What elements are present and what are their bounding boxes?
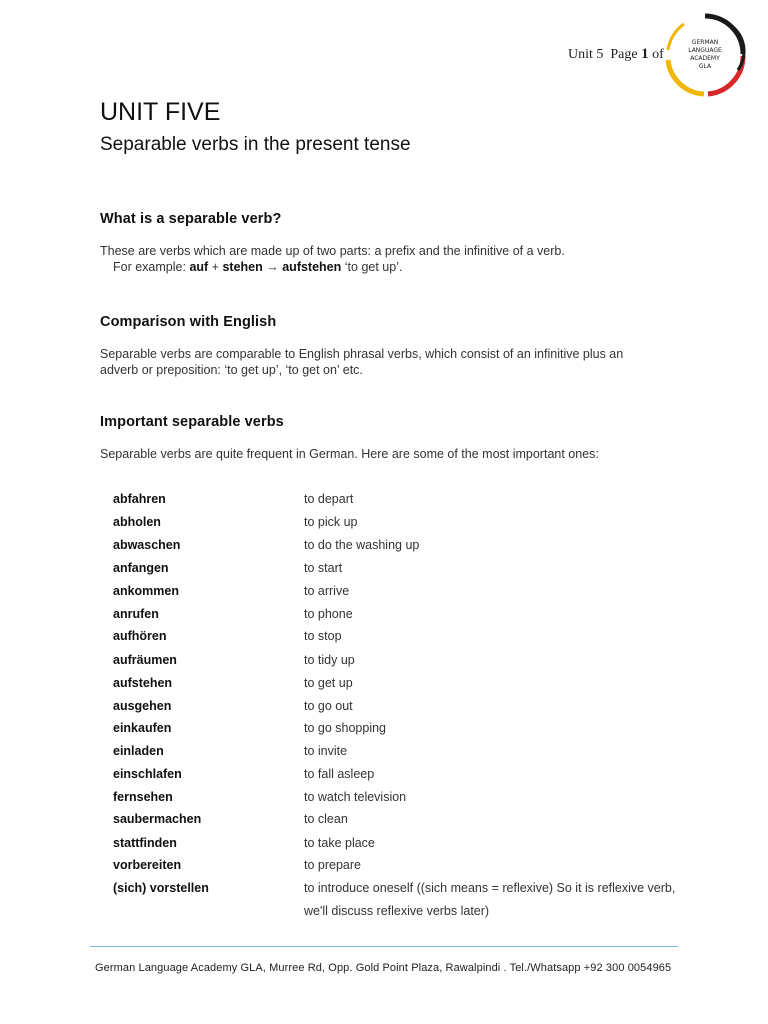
verb-row: [0, 538, 768, 558]
example-line: [113, 259, 402, 275]
verb-english: to go out: [304, 699, 353, 713]
verb-row: [0, 515, 768, 535]
verb-row: [0, 629, 768, 649]
logo-line-2: LANGUAGE: [688, 47, 722, 54]
example-prefix: auf: [189, 260, 209, 274]
verb-german: anrufen: [113, 607, 159, 621]
verb-row: [0, 881, 768, 918]
verb-english: to pick up: [304, 515, 358, 529]
verb-german: einkaufen: [113, 721, 172, 735]
verb-german: anfangen: [113, 561, 169, 575]
unit-title: UNIT FIVE: [100, 98, 221, 126]
verb-english: to introduce oneself ((sich means = reflexive) So it is reflexive verb,: [304, 881, 676, 895]
academy-logo-icon: [664, 10, 746, 100]
page-number: 1: [641, 46, 649, 62]
example-stem: stehen: [222, 260, 263, 274]
verb-row: [0, 721, 768, 741]
verb-row: [0, 676, 768, 696]
heading-comparison: Comparison with English: [100, 314, 277, 330]
footer-divider: [90, 946, 678, 947]
what-is-text: These are verbs which are made up of two parts: a prefix and the infinitive of a verb.: [100, 244, 565, 258]
verb-german: einschlafen: [113, 767, 182, 781]
verb-row: [0, 492, 768, 512]
logo-line-3: ACADEMY: [690, 55, 720, 62]
important-text: Separable verbs are quite frequent in German. Here are some of the most important ones:: [100, 447, 599, 461]
verb-english: to start: [304, 561, 343, 575]
verb-english: to stop: [304, 629, 342, 643]
verb-row: [0, 699, 768, 719]
logo-line-1: GERMAN: [691, 39, 719, 46]
unit-label: Unit 5: [568, 47, 604, 62]
verb-english: to phone: [304, 607, 353, 621]
verb-row: [0, 653, 768, 673]
verb-german: aufhören: [113, 629, 167, 643]
verb-german: abwaschen: [113, 538, 181, 552]
verb-german: aufstehen: [113, 676, 173, 690]
page-header: [568, 46, 664, 63]
verb-english: to take place: [304, 836, 375, 850]
verb-german: ausgehen: [113, 699, 172, 713]
verb-english: to do the washing up: [304, 538, 420, 552]
verb-english: to tidy up: [304, 653, 355, 667]
example-meaning: ‘to get up’.: [344, 260, 403, 274]
heading-important: Important separable verbs: [100, 414, 284, 430]
verb-english: to depart: [304, 492, 354, 506]
verb-english: to watch television: [304, 790, 407, 804]
verb-row: [0, 836, 768, 856]
example-intro: For example:: [113, 260, 186, 274]
comparison-line-1: Separable verbs are comparable to English phrasal verbs, which consist of an infinitive plus an: [100, 347, 624, 361]
verb-row: [0, 744, 768, 764]
verb-row: [0, 584, 768, 604]
heading-what-is: What is a separable verb?: [100, 211, 282, 227]
verb-row: [0, 812, 768, 832]
verb-row: [0, 790, 768, 810]
verb-english: to fall asleep: [304, 767, 375, 781]
example-arrow: →: [266, 260, 279, 274]
comparison-line-2: adverb or preposition: ‘to get up’, ‘to get on’ etc.: [100, 363, 363, 377]
verb-german: vorbereiten: [113, 858, 182, 872]
example-plus: +: [211, 260, 219, 274]
verb-english: to get up: [304, 676, 353, 690]
verb-german: abfahren: [113, 492, 166, 506]
verb-english-continued: we'll discuss reflexive verbs later): [304, 904, 490, 918]
verb-english: to go shopping: [304, 721, 387, 735]
logo-line-4: GLA: [698, 63, 712, 70]
verb-german: fernsehen: [113, 790, 173, 804]
verb-row: [0, 858, 768, 878]
verb-german: stattfinden: [113, 836, 177, 850]
verb-english: to invite: [304, 744, 348, 758]
verb-row: [0, 607, 768, 627]
page-label: Page: [610, 47, 638, 62]
unit-subtitle: Separable verbs in the present tense: [100, 134, 411, 155]
verb-english: to prepare: [304, 858, 361, 872]
verb-german: (sich) vorstellen: [113, 881, 209, 895]
verb-german: ankommen: [113, 584, 179, 598]
verb-german: aufräumen: [113, 653, 177, 667]
verb-english: to arrive: [304, 584, 350, 598]
verb-german: saubermachen: [113, 812, 202, 826]
footer-text: German Language Academy GLA, Murree Rd, Opp. Gold Point Plaza, Rawalpindi . Tel./Whatsapp +92 300 0054965: [95, 962, 672, 974]
page-suffix: of: [652, 47, 664, 62]
verb-row: [0, 767, 768, 787]
example-result: aufstehen: [282, 260, 342, 274]
verb-german: einladen: [113, 744, 164, 758]
verb-english: to clean: [304, 812, 348, 826]
verb-row: [0, 561, 768, 581]
verb-german: abholen: [113, 515, 161, 529]
